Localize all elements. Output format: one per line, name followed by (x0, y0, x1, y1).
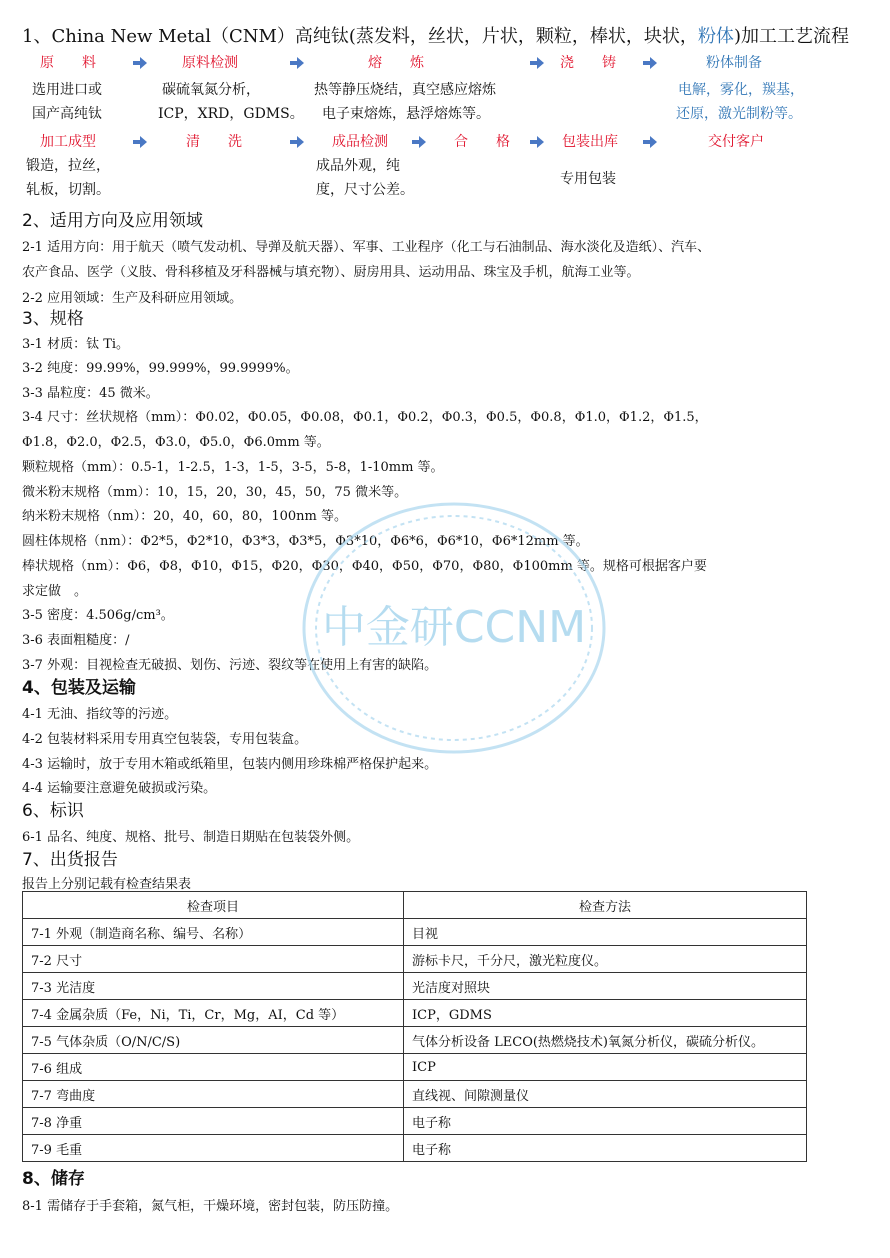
flow-desc-line: 电子束熔炼，悬浮熔炼等。 (322, 106, 490, 122)
paragraph-line: 微米粉末规格（mm）：10，15，20，30，45，50，75 微米等。 (22, 485, 408, 500)
flow-step-forming: 加工成型 (40, 134, 96, 150)
table-cell: 7-4 金属杂质（Fe，Ni，Ti，Cr，Mg，AI，Cd 等） (23, 1000, 404, 1027)
table-caption: 报告上分别记载有检查结果表 (22, 877, 192, 892)
arrow-right-icon (412, 136, 426, 148)
flow-desc-line: 选用进口或 (32, 82, 102, 98)
flow-step-packing: 包装出库 (562, 134, 618, 150)
paragraph-line: 3-5 密度：4.506g/cm³。 (22, 608, 174, 623)
section-heading: 3、规格 (22, 309, 84, 329)
table-cell: 7-9 毛重 (23, 1135, 404, 1162)
section-heading: 8、储存 (22, 1169, 85, 1189)
flow-desc-line: 热等静压烧结，真空感应熔炼 (314, 82, 496, 98)
table-cell: 游标卡尺，千分尺，激光粒度仪。 (404, 946, 807, 973)
page-title: 1、China New Metal（CNM）高纯钛(蒸发料，丝状，片状，颗粒，棒状，块状，粉体)加工工艺流程 (22, 26, 849, 47)
table-cell: 气体分析设备 LECO(热燃烧技术)氧氮分析仪，碳硫分析仪。 (404, 1027, 807, 1054)
table-cell: 电子称 (404, 1108, 807, 1135)
table-cell: 7-3 光洁度 (23, 973, 404, 1000)
flow-step-qualified: 合 格 (454, 134, 510, 150)
paragraph-line: 4-3 运输时，放于专用木箱或纸箱里，包装内侧用珍珠棉严格保护起来。 (22, 757, 438, 772)
paragraph-line: 3-2 纯度：99.99%，99.999%，99.9999%。 (22, 361, 299, 376)
table-row (23, 1135, 807, 1162)
table-row (23, 973, 807, 1000)
table-row (23, 1054, 807, 1081)
table-cell: 7-1 外观（制造商名称、编号、名称） (23, 919, 404, 946)
paragraph-line: 3-4 尺寸：丝状规格（mm）：Φ0.02，Φ0.05，Φ0.08，Φ0.1，Φ0.2，Φ0.3，Φ0.5，Φ0.8，Φ1.0，Φ1.2，Φ1.5， (22, 410, 708, 425)
flow-step-casting: 浇 铸 (560, 55, 616, 71)
title-highlight: 粉体 (697, 26, 734, 47)
table-header-cell: 检查方法 (404, 892, 807, 919)
flow-desc-line: 还原，激光制粉等。 (676, 106, 802, 122)
paragraph-line: 纳米粉末规格（nm）：20，40，60，80，100nm 等。 (22, 509, 348, 524)
flow-desc-line: ICP，XRD，GDMS。 (158, 106, 304, 122)
arrow-right-icon (643, 57, 657, 69)
paragraph-line: 2-1 适用方向：用于航天（喷气发动机、导弹及航天器）、军事、工业程序（化工与石油制品、海水淡化及造纸）、汽车、 (22, 240, 711, 255)
flow-step-cleaning: 清 洗 (186, 134, 242, 150)
arrow-right-icon (530, 136, 544, 148)
paragraph-line: 4-4 运输要注意避免破损或污染。 (22, 781, 217, 796)
paragraph-line: 求定做 。 (22, 584, 88, 599)
paragraph-line: 3-6 表面粗糙度：/ (22, 633, 130, 648)
paragraph-line: 4-1 无油、指纹等的污迹。 (22, 707, 178, 722)
table-cell: 7-7 弯曲度 (23, 1081, 404, 1108)
flow-step-material-test: 原料检测 (182, 55, 238, 71)
table-cell: 目视 (404, 919, 807, 946)
watermark-seal (300, 500, 608, 756)
section-heading: 4、包装及运输 (22, 678, 136, 698)
table-row (23, 919, 807, 946)
flow-desc-line: 轧板，切割。 (26, 182, 110, 198)
arrow-right-icon (133, 57, 147, 69)
paragraph-line: Φ1.8，Φ2.0，Φ2.5，Φ3.0，Φ5.0，Φ6.0mm 等。 (22, 435, 330, 450)
paragraph-line: 2-2 应用领域：生产及科研应用领域。 (22, 291, 243, 306)
paragraph-line: 圆柱体规格（nm）：Φ2*5，Φ2*10，Φ3*3，Φ3*5，Φ3*10，Φ6*6，Φ6*10，Φ6*12mm 等。 (22, 534, 589, 549)
section-heading: 2、适用方向及应用领域 (22, 211, 203, 231)
paragraph-line: 6-1 品名、纯度、规格、批号、制造日期贴在包装袋外侧。 (22, 830, 360, 845)
flow-desc-line: 电解，雾化，羰基， (678, 82, 804, 98)
paragraph-line: 8-1 需储存于手套箱，氮气柜，干燥环境，密封包装，防压防撞。 (22, 1199, 399, 1214)
arrow-right-icon (290, 136, 304, 148)
table-cell: 7-5 气体杂质（O/N/C/S) (23, 1027, 404, 1054)
table-cell: 7-6 组成 (23, 1054, 404, 1081)
table-row (23, 1108, 807, 1135)
arrow-right-icon (643, 136, 657, 148)
table-cell: 7-8 净重 (23, 1108, 404, 1135)
paragraph-line: 颗粒规格（mm）：0.5-1，1-2.5，1-3，1-5，3-5，5-8，1-10mm 等。 (22, 460, 444, 475)
paragraph-line: 3-3 晶粒度：45 微米。 (22, 386, 159, 401)
arrow-right-icon (133, 136, 147, 148)
paragraph-line: 3-7 外观：目视检查无破损、划伤、污迹、裂纹等在使用上有害的缺陷。 (22, 658, 438, 673)
flow-desc-line: 成品外观，纯 (316, 158, 400, 174)
table-row (23, 1081, 807, 1108)
flow-desc-line: 国产高纯钛 (32, 106, 102, 122)
flow-desc-line: 锻造，拉丝， (26, 158, 110, 174)
table-cell: 电子称 (404, 1135, 807, 1162)
section-heading: 7、出货报告 (22, 850, 118, 870)
flow-step-raw-material: 原 料 (40, 55, 96, 71)
flow-step-smelting: 熔 炼 (368, 55, 424, 71)
table-header-row (23, 892, 807, 919)
paragraph-line: 棒状规格（nm）：Φ6，Φ8，Φ10，Φ15，Φ20，Φ30，Φ40，Φ50，Φ70，Φ80，Φ100mm 等。规格可根据客户要 (22, 559, 707, 574)
section-heading: 6、标识 (22, 801, 84, 821)
table-cell: 光洁度对照块 (404, 973, 807, 1000)
table-row (23, 1027, 807, 1054)
table-row (23, 946, 807, 973)
table-cell: 直线视、间隙测量仪 (404, 1081, 807, 1108)
flow-step-delivery: 交付客户 (708, 134, 764, 150)
table-cell: 7-2 尺寸 (23, 946, 404, 973)
paragraph-line: 4-2 包装材料采用专用真空包装袋，专用包装盒。 (22, 732, 308, 747)
flow-step-powder-prep: 粉体制备 (706, 55, 762, 71)
table-cell: ICP，GDMS (404, 1000, 807, 1027)
flow-desc-line: 度，尺寸公差。 (316, 182, 414, 198)
paragraph-line: 3-1 材质：钛 Ti。 (22, 337, 130, 352)
paragraph-line: 农产食品、医学（义肢、骨科移植及牙科器械与填充物）、厨房用具、运动用品、珠宝及手机，航海工业等。 (22, 265, 640, 280)
watermark-text: 中金研CCNM (321, 602, 587, 653)
arrow-right-icon (290, 57, 304, 69)
table-header-cell: 检查项目 (23, 892, 404, 919)
flow-desc-line: 碳硫氧氮分析， (162, 82, 260, 98)
table-cell: ICP (404, 1054, 807, 1081)
flow-desc-line: 专用包装 (560, 171, 616, 187)
flow-step-product-test: 成品检测 (332, 134, 388, 150)
table-row (23, 1000, 807, 1027)
inspection-table (22, 891, 807, 1162)
arrow-right-icon (530, 57, 544, 69)
